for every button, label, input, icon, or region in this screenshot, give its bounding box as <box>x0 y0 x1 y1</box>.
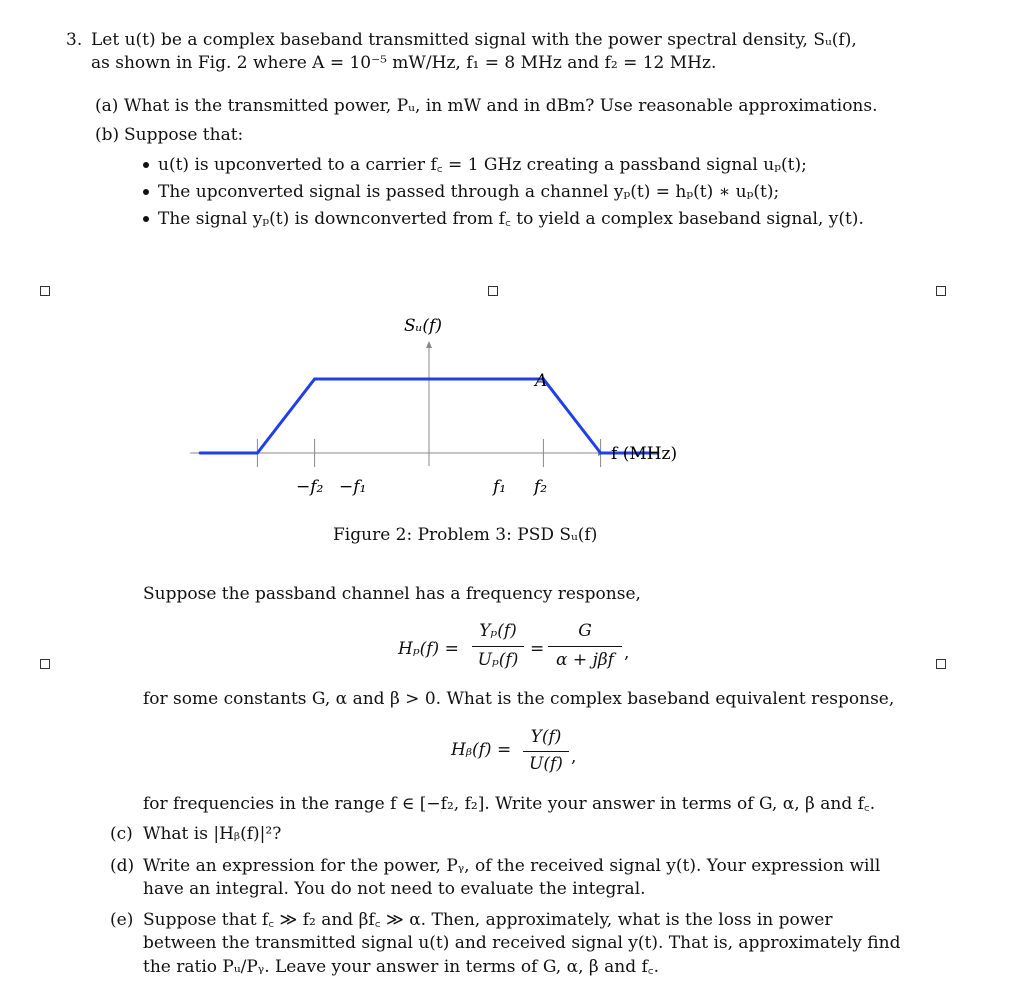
hp-den2: α + jβf <box>556 650 614 670</box>
part-b-label: (b) <box>95 125 120 145</box>
tick-label-neg-f2: −f₂ <box>296 477 324 497</box>
problem-intro-line2: as shown in Fig. 2 where A = 10⁻⁵ mW/Hz, f₁ = 8 MHz and f₂ = 12 MHz. <box>91 53 717 73</box>
hp-num2: G <box>578 621 592 641</box>
part-e-line2: between the transmitted signal u(t) and received signal y(t). That is, approximately find <box>143 933 901 953</box>
part-b-bullet-1: u(t) is upconverted to a carrier f꜀ = 1 GHz creating a passband signal uₚ(t); <box>158 155 807 175</box>
channel-intro: Suppose the passband channel has a frequency response, <box>143 584 641 604</box>
tick-label-f2: f₂ <box>534 477 548 497</box>
part-c-text: What is |Hᵦ(f)|²? <box>143 824 282 844</box>
figure-level-label: A <box>535 371 548 391</box>
hp-comma: , <box>624 643 630 663</box>
hb-fracbar <box>523 751 569 752</box>
psd-segment-2 <box>257 379 314 453</box>
hp-den1: Uₚ(f) <box>477 650 519 670</box>
part-e-line1: Suppose that f꜀ ≫ f₂ and βf꜀ ≫ α. Then, approximately, what is the loss in power <box>143 910 833 930</box>
hb-num: Y(f) <box>530 727 562 747</box>
y-axis-arrow <box>426 341 432 348</box>
hp-num1: Yₚ(f) <box>479 621 517 641</box>
part-e-label: (e) <box>110 910 134 930</box>
hp-eq-sign: = <box>530 639 545 659</box>
range-text: for frequencies in the range f ∈ [−f₂, f₂]. Write your answer in terms of G, α, β and f꜀. <box>143 794 876 814</box>
hb-den: U(f) <box>529 754 563 774</box>
constants-text: for some constants G, α and β > 0. What is the complex baseband equivalent response, <box>143 689 895 709</box>
part-b-bullet-3: The signal yₚ(t) is downconverted from f꜀ to yield a complex baseband signal, y(t). <box>158 209 864 229</box>
psd-segment-4 <box>543 379 600 453</box>
part-d-line2: have an integral. You do not need to evaluate the integral. <box>143 879 646 899</box>
hb-comma: , <box>571 747 577 767</box>
tick-label-f1: f₁ <box>493 477 507 497</box>
part-d-line1: Write an expression for the power, Pᵧ, of the received signal y(t). Your expression will <box>143 856 881 876</box>
part-e-line3: the ratio Pᵤ/Pᵧ. Leave your answer in terms of G, α, β and f꜀. <box>143 957 660 977</box>
part-c-label: (c) <box>110 824 133 844</box>
figure-xlabel: f (MHz) <box>611 444 678 464</box>
part-a-text: What is the transmitted power, Pᵤ, in mW and in dBm? Use reasonable approximations. <box>124 96 878 116</box>
hp-fracbar1 <box>472 646 524 647</box>
problem-number: 3. <box>66 30 83 50</box>
problem-intro-line1: Let u(t) be a complex baseband transmitted signal with the power spectral density, Sᵤ(f), <box>91 30 857 50</box>
hp-lhs: Hₚ(f) = <box>398 639 459 659</box>
figure-caption: Figure 2: Problem 3: PSD Sᵤ(f) <box>333 525 598 545</box>
part-b-text: Suppose that: <box>124 125 244 145</box>
part-d-label: (d) <box>110 856 135 876</box>
figure-ylabel: Sᵤ(f) <box>404 316 442 336</box>
hb-lhs: Hᵦ(f) = <box>451 740 512 760</box>
part-a-label: (a) <box>95 96 119 116</box>
psd-plot <box>190 341 658 467</box>
hp-fracbar2 <box>548 646 622 647</box>
part-b-bullet-2: The upconverted signal is passed through a channel yₚ(t) = hₚ(t) ∗ uₚ(t); <box>158 182 780 202</box>
tick-label-neg-f1: −f₁ <box>339 477 367 497</box>
